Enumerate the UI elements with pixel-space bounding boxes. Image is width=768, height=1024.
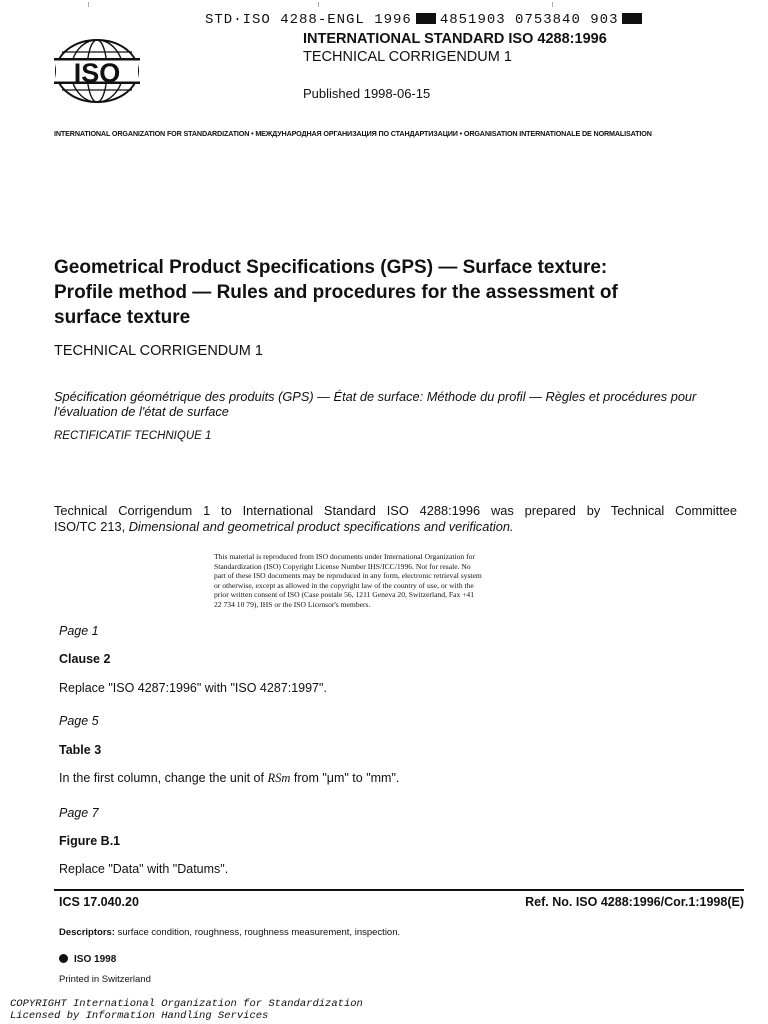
reference-number: Ref. No. ISO 4288:1996/Cor.1:1998(E) [525,895,744,909]
published-date: Published 1998-06-15 [303,86,431,101]
copyright-line [59,954,116,965]
license-footer [10,998,363,1022]
correction-text [59,771,399,786]
copyright-icon [59,954,68,963]
printed-in: Printed in Switzerland [59,974,151,985]
copyright-notice [214,552,574,610]
svg-text:ISO: ISO [73,58,121,88]
notice-line: 22 734 10 79), IHS or the ISO Licensor's members. [214,599,371,609]
french-corrigendum: RECTIFICATIF TECHNIQUE 1 [54,430,212,442]
intro-committee-name: Dimensional and geometrical product specifications and verification. [128,519,514,534]
std-code-part1: STD·ISO 4288-ENGL 1996 [205,12,412,28]
separator-rule [54,889,744,891]
iso-logo [54,38,140,104]
scan-mark [318,2,319,7]
footer-line: Licensed by Information Handling Services [10,1010,269,1022]
title-line: Geometrical Product Specifications (GPS) — Surface texture: [54,257,608,278]
correction-text-part: In the first column, change the unit of [59,771,268,785]
notice-line: Standardization (ISO) Copyright License Number IHS/ICC/1996. Not for resale. No [214,561,471,571]
page-ref: Page 1 [59,624,99,638]
title-line: Profile method — Rules and procedures for the assessment of [54,282,618,303]
page-ref: Page 5 [59,714,99,728]
std-code-part2: 4851903 0753840 903 [439,12,619,28]
std-code-line [205,12,646,28]
descriptors-label: Descriptors: [59,927,115,938]
clause-ref: Clause 2 [59,652,111,666]
correction-text-part: from "μm" to "mm". [290,771,400,785]
intro-line: Technical Corrigendum 1 to International Standard ISO 4288:1996 was prepared by Technical Committee [54,503,737,518]
scan-mark [88,2,89,7]
french-title [54,389,744,419]
corrigendum-heading: TECHNICAL CORRIGENDUM 1 [54,343,263,359]
french-title-line: l'évaluation de l'état de surface [54,404,229,419]
copyright-text: ISO 1998 [74,954,117,965]
notice-line: part of these ISO documents may be reproduced in any form, electronic retrieval system [214,571,482,581]
descriptors-text: surface condition, roughness, roughness measurement, inspection. [114,927,401,938]
organizations-line: INTERNATIONAL ORGANIZATION FOR STANDARDIZATION • МЕЖДУНАРОДНАЯ ОРГАНИЗАЦИЯ ПО СТАНДАРТИЗАЦИИ • ORGANISATION INTERNATIONALE DE NORMALISATION [54,129,652,138]
page-ref: Page 7 [59,806,99,820]
barcode-block [622,13,642,24]
french-title-line: Spécification géométrique des produits (GPS) — État de surface: Méthode du profil — Règles et procédures pour [54,389,697,404]
intro-paragraph [54,503,737,535]
intro-committee: ISO/TC 213, [54,519,129,534]
rsm-symbol: RSm [267,771,291,785]
notice-line: This material is reproduced from ISO documents under International Organization for [214,552,475,561]
footer-line: COPYRIGHT International Organization for Standardization [10,998,363,1010]
scan-mark [552,2,553,7]
clause-ref: Figure B.1 [59,834,121,848]
barcode-block [416,13,436,24]
corrigendum-label: TECHNICAL CORRIGENDUM 1 [303,49,512,65]
correction-text: Replace "Data" with "Datums". [59,862,229,876]
standard-title: INTERNATIONAL STANDARD ISO 4288:1996 [303,31,607,47]
descriptors [59,927,400,938]
correction-text: Replace "ISO 4287:1996" with "ISO 4287:1997". [59,681,327,695]
ics-number: ICS 17.040.20 [59,895,139,909]
intro-line [54,519,737,535]
title-line: surface texture [54,307,191,328]
notice-line: or otherwise, except as allowed in the copyright law of the country of use, or with the [214,580,474,590]
document-title [54,255,734,330]
notice-line: prior written consent of ISO (Case postale 56, 1211 Geneva 20, Switzerland, Fax +41 [214,590,475,600]
clause-ref: Table 3 [59,743,102,757]
